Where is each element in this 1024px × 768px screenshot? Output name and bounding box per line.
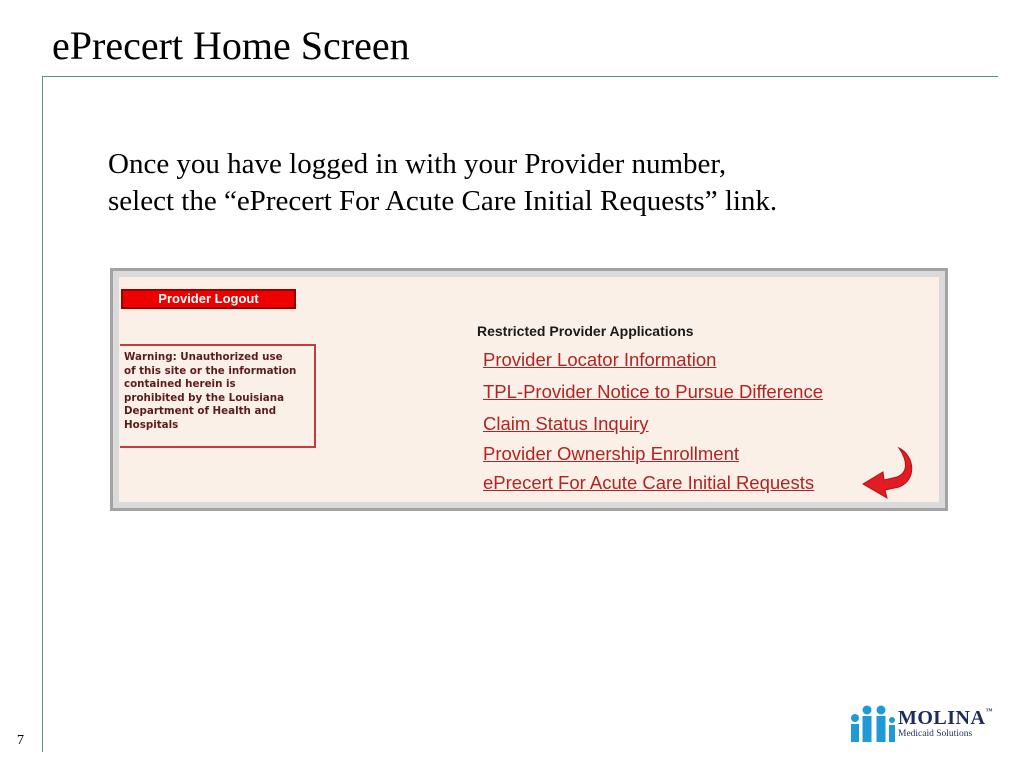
instruction-text xyxy=(108,146,1008,220)
warning-notice xyxy=(120,344,316,448)
molina-logo xyxy=(848,701,998,745)
screenshot-panel xyxy=(119,277,939,502)
slide-title: ePrecert Home Screen xyxy=(52,23,410,68)
warning-line: Department of Health and xyxy=(124,405,277,417)
ownership-enrollment-link[interactable]: Provider Ownership Enrollment xyxy=(483,443,740,464)
logo-name: MOLINA xyxy=(898,707,986,729)
provider-locator-link[interactable]: Provider Locator Information xyxy=(483,349,717,370)
curved-arrow-icon xyxy=(859,446,917,500)
title-divider xyxy=(42,76,998,77)
tpl-notice-link[interactable]: TPL-Provider Notice to Pursue Difference xyxy=(483,381,824,402)
left-divider xyxy=(42,76,43,752)
claim-status-link[interactable]: Claim Status Inquiry xyxy=(483,413,649,434)
warning-line: Warning: Unauthorized use xyxy=(124,351,283,363)
page-number: 7 xyxy=(17,733,24,748)
warning-line: contained herein is xyxy=(124,378,236,390)
instruction-line: Once you have logged in with your Provider number, xyxy=(108,148,727,180)
provider-logout-button[interactable]: Provider Logout xyxy=(121,289,296,309)
warning-line: prohibited by the Louisiana xyxy=(124,391,285,404)
eprecert-acute-care-link[interactable]: ePrecert For Acute Care Initial Requests xyxy=(483,472,815,493)
restricted-apps-heading: Restricted Provider Applications xyxy=(477,323,694,339)
warning-line: Hospitals xyxy=(124,418,179,431)
logo-trademark: ™ xyxy=(985,707,993,715)
warning-line: of this site or the information xyxy=(124,364,297,377)
logo-wordmark xyxy=(898,708,993,728)
provider-home-screenshot xyxy=(110,268,948,511)
logo-tagline: Medicaid Solutions xyxy=(898,729,973,739)
people-icon xyxy=(848,701,896,745)
instruction-line: select the “ePrecert For Acute Care Initial Requests” link. xyxy=(108,185,778,217)
